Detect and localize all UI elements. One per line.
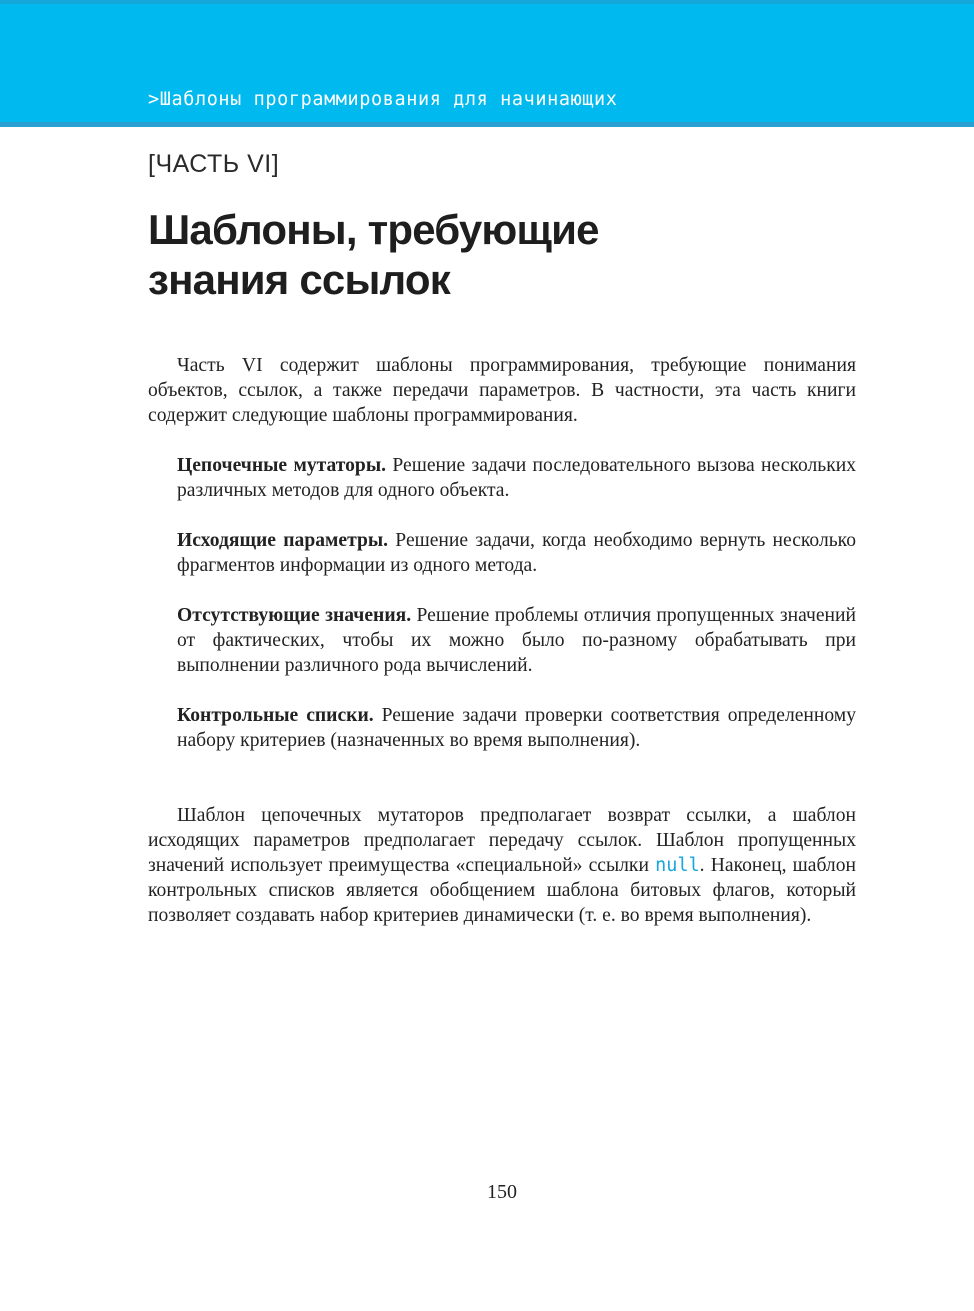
- pattern-item-checklists: [177, 703, 856, 753]
- summary-text-2: . Наконец, шаблон контрольных списков является обобщением шаблона битовых флагов, который позволяет создавать набор критериев динамически (т. е. во время выполнения).: [148, 855, 856, 926]
- pattern-item-out-parameters: [177, 528, 856, 578]
- pattern-description: Решение задачи проверки соответствия определенному набору критериев (назначенных во время выполнения).: [177, 705, 857, 751]
- pattern-term: Цепочечные мутаторы.: [177, 455, 387, 476]
- pattern-item-missing-values: [177, 603, 856, 678]
- pattern-description: Решение проблемы отличия пропущенных значений от фактических, чтобы их можно было по-разному обрабатывать при выполнении различного рода вычислений.: [177, 605, 856, 676]
- chapter-title: [148, 205, 848, 305]
- pattern-description: Решение задачи последовательного вызова нескольких различных методов для одного объекта.: [177, 455, 856, 501]
- part-label: [ЧАСТЬ VI]: [148, 150, 280, 178]
- pattern-item-chained-mutators: [177, 453, 856, 503]
- intro-paragraph: Часть VI содержит шаблоны программирования, требующие понимания объектов, ссылок, а также передачи параметров. В частности, эта часть книги содержит следующие шаблоны программирования.: [148, 355, 856, 426]
- pattern-description: Решение задачи, когда необходимо вернуть несколько фрагментов информации из одного метода.: [177, 530, 856, 576]
- summary-paragraph: [148, 803, 856, 928]
- chapter-title-line-2: знания ссылок: [148, 256, 450, 303]
- header-rule: [0, 122, 974, 127]
- chapter-title-line-1: Шаблоны, требующие: [148, 206, 599, 253]
- pattern-term: Контрольные списки.: [177, 705, 374, 726]
- summary-text-1: Шаблон цепочечных мутаторов предполагает возврат ссылки, а шаблон исходящих параметров предполагает передачу ссылок. Шаблон пропущенных значений использует преимущества «специальной» ссылки: [148, 805, 856, 876]
- null-code: null: [655, 855, 700, 876]
- pattern-term: Исходящие параметры.: [177, 530, 389, 551]
- page-number: 150: [487, 1181, 517, 1203]
- running-head: >Шаблоны программирования для начинающих: [148, 89, 618, 110]
- pattern-term: Отсутствующие значения.: [177, 605, 412, 626]
